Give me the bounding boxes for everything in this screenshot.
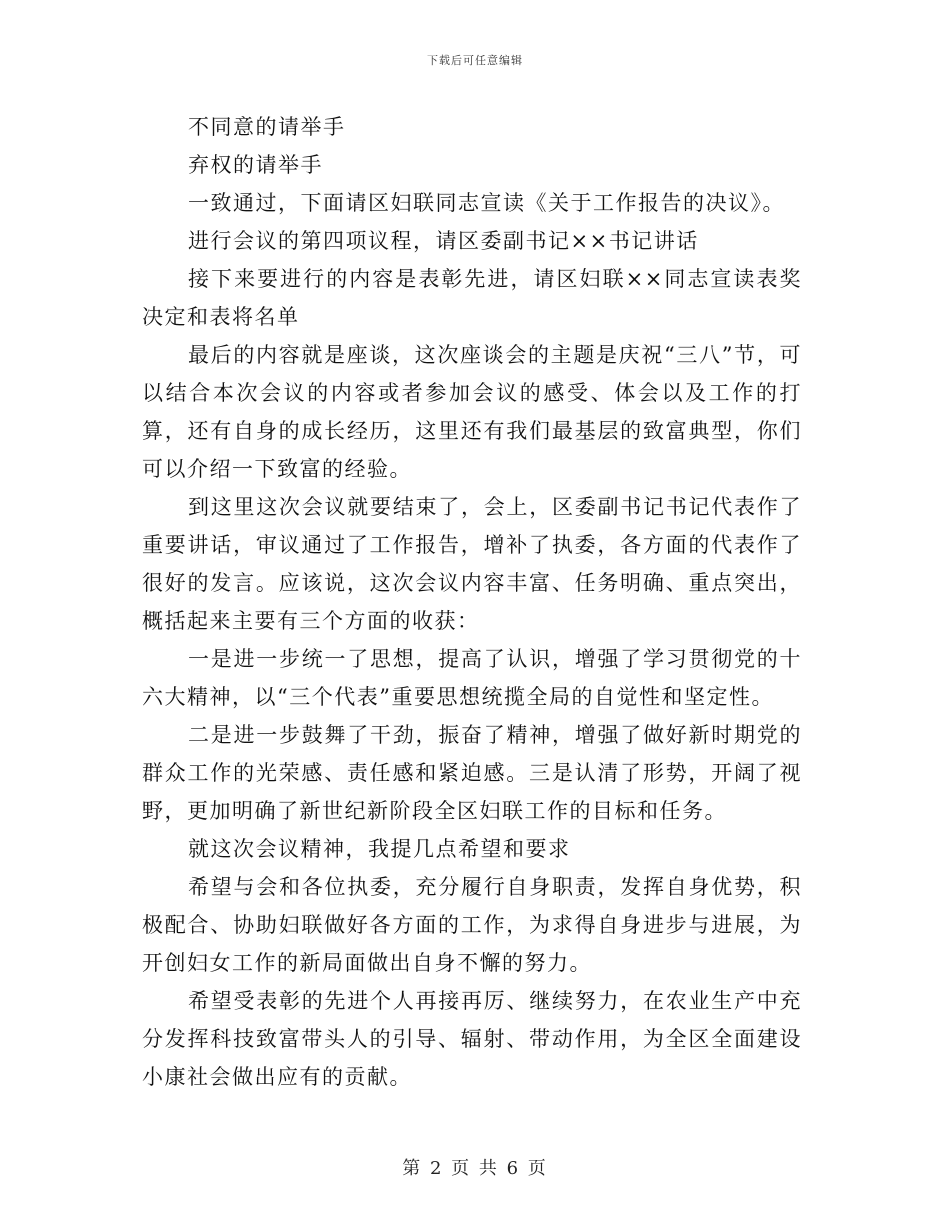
paragraph: 最后的内容就是座谈，这次座谈会的主题是庆祝“三八”节，可以结合本次会议的内容或者参加会议的感受、体会以及工作的打算，还有自身的成长经历，这里还有我们最基层的致富典型，你们可以介绍一下致富的经验。 <box>142 343 802 481</box>
paragraph: 到这里这次会议就要结束了，会上，区委副书记书记代表作了重要讲话，审议通过了工作报告，增补了执委，各方面的代表作了很好的发言。应该说，这次会议内容丰富、任务明确、重点突出，概括起来主要有三个方面的收获： <box>142 495 802 633</box>
paragraph: 希望与会和各位执委，充分履行自身职责，发挥自身优势，积极配合、协助妇联做好各方面的工作，为求得自身进步与进展，为开创妇女工作的新局面做出自身不懈的努力。 <box>142 875 802 975</box>
paragraph: 不同意的请举手 <box>188 115 346 139</box>
paragraph: 希望受表彰的先进个人再接再厉、继续努力，在农业生产中充分发挥科技致富带头人的引导、辐射、带动作用，为全区全面建设小康社会做出应有的贡献。 <box>142 989 802 1089</box>
paragraph: 接下来要进行的内容是表彰先进，请区妇联××同志宣读表奖决定和表将名单 <box>142 267 802 329</box>
paragraph: 一致通过，下面请区妇联同志宣读《关于工作报告的决议》。 <box>188 191 785 215</box>
page-header: 下载后可任意编辑 <box>427 54 523 67</box>
paragraph: 一是进一步统一了思想，提高了认识，增强了学习贯彻党的十六大精神，以“三个代表”重要思想统揽全局的自觉性和坚定性。 <box>142 647 802 709</box>
paragraph: 进行会议的第四项议程，请区委副书记××书记讲话 <box>188 229 699 253</box>
paragraph: 二是进一步鼓舞了干劲，振奋了精神，增强了做好新时期党的群众工作的光荣感、责任感和紧迫感。三是认清了形势，开阔了视野，更加明确了新世纪新阶段全区妇联工作的目标和任务。 <box>142 723 802 823</box>
page-number-footer: 第 2 页 共 6 页 <box>402 1158 548 1179</box>
document-body <box>142 108 802 1096</box>
paragraph: 弃权的请举手 <box>188 153 323 177</box>
paragraph: 就这次会议精神，我提几点希望和要求 <box>188 837 571 861</box>
